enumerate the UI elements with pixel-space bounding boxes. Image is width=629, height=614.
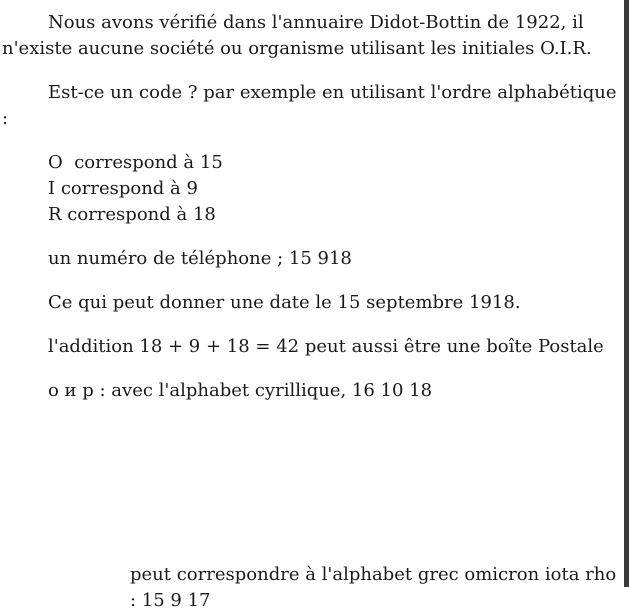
mapping-o: O correspond à 15 — [48, 152, 223, 173]
paragraph-code-question: Est-ce un code ? par exemple en utilisant l'ordre alphabétique : — [2, 82, 617, 129]
document-body — [2, 10, 620, 422]
paragraph-phone: un numéro de téléphone ; 15 918 — [48, 248, 352, 269]
paragraph-date: Ce qui peut donner une date le 15 septembre 1918. — [48, 292, 521, 313]
cut-off-line-container — [0, 562, 618, 611]
paragraph-cut-off: peut correspondre à l'alphabet grec omicron iota rho : 15 9 17 — [130, 564, 617, 611]
mapping-i: I correspond à 9 — [48, 178, 198, 199]
mapping-r: R correspond à 18 — [48, 204, 216, 225]
right-border — [624, 0, 629, 587]
letter-mapping-list — [2, 150, 620, 228]
paragraph-annuaire: Nous avons vérifié dans l'annuaire Didot-Bottin de 1922, il n'existe aucune société ou organisme utilisant les initiales O.I.R. — [2, 12, 592, 59]
paragraph-cyrillic: о и р : avec l'alphabet cyrillique, 16 10 18 — [48, 380, 433, 401]
paragraph-addition: l'addition 18 + 9 + 18 = 42 peut aussi être une boîte Postale — [48, 336, 604, 357]
